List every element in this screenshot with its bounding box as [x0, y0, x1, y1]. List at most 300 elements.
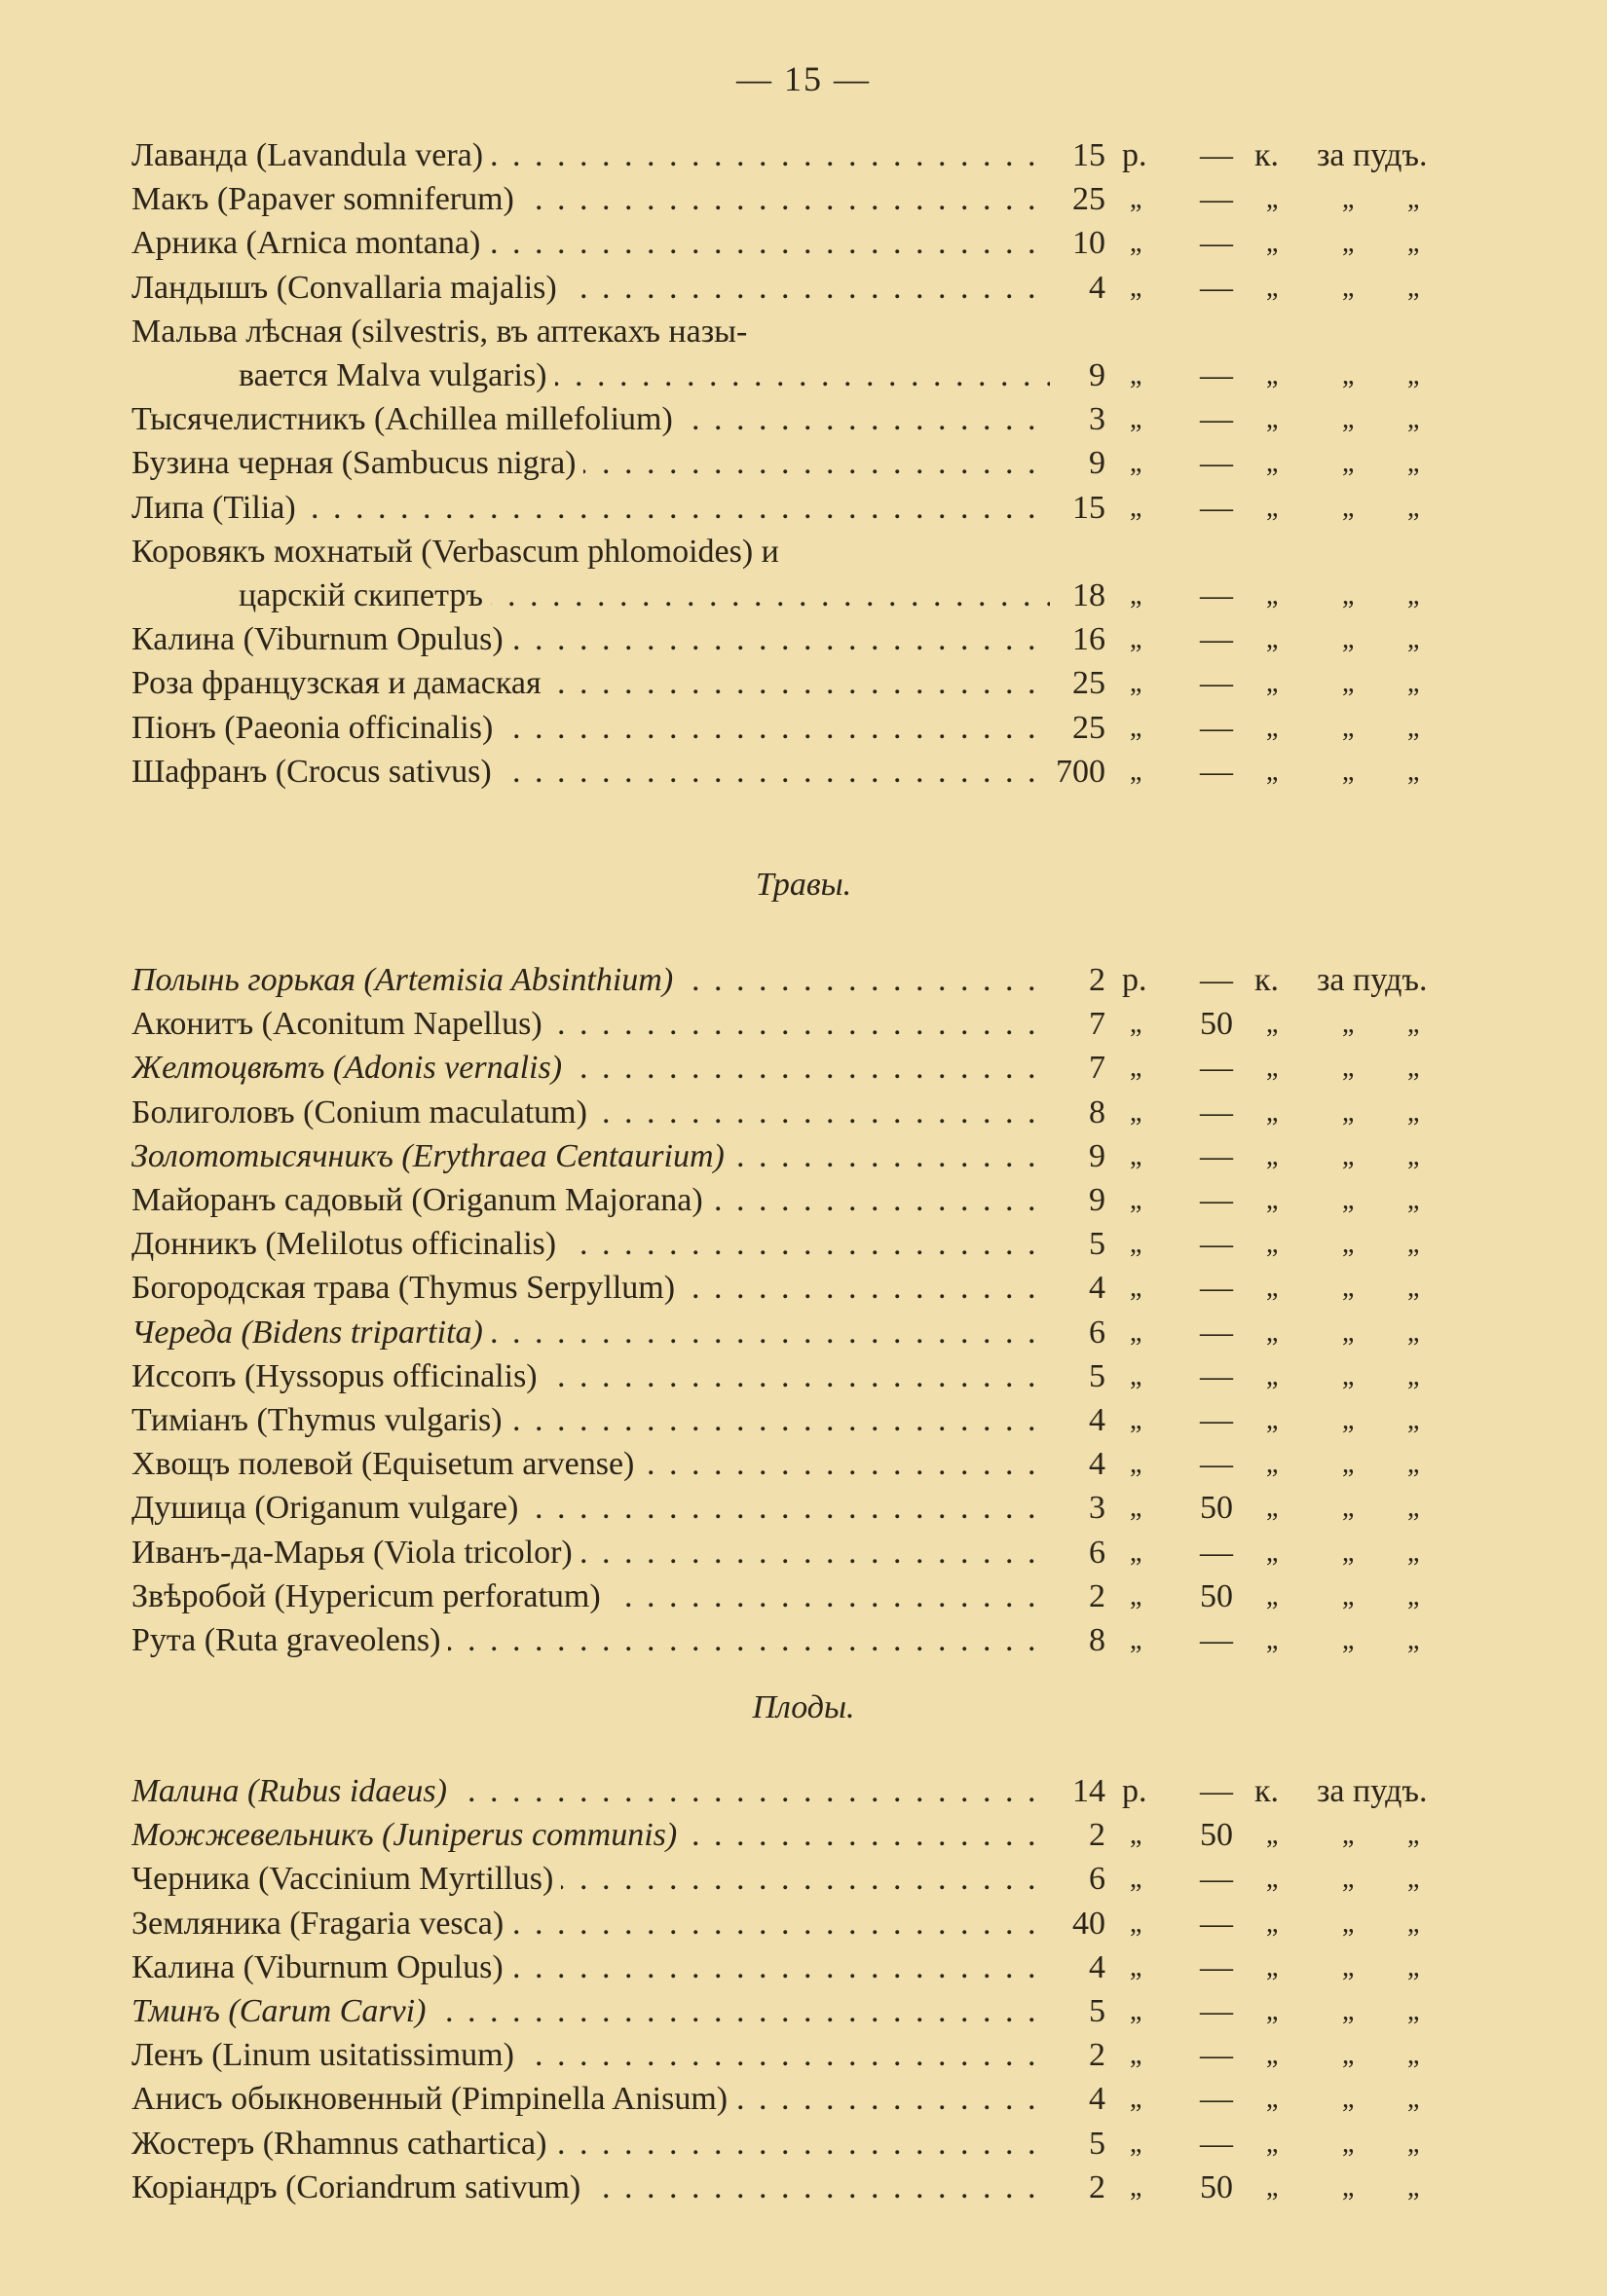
- list-item: [131, 1399, 1050, 1442]
- item-price-rubles: 7: [1089, 1006, 1105, 1043]
- item-price-rubles: 4: [1089, 1948, 1105, 1985]
- ditto-mark: „: [1407, 1096, 1420, 1128]
- item-price-rubles: 15: [1072, 137, 1105, 173]
- list-item: [131, 1487, 1050, 1530]
- list-item: [131, 1858, 1050, 1901]
- item-price-rubles: 5: [1089, 1993, 1105, 2029]
- rubles-label: р.: [1122, 137, 1147, 173]
- item-name: Роза французская и дамаская: [131, 665, 549, 701]
- ditto-mark: „: [1342, 2084, 1355, 2115]
- item-name-cell: [131, 1135, 1050, 1178]
- item-price-kopecks: —: [1200, 709, 1233, 746]
- item-price-rubles: 4: [1089, 269, 1105, 306]
- ditto-mark: „: [1407, 1273, 1420, 1304]
- ditto-mark: „: [1266, 1449, 1279, 1480]
- ditto-mark: „: [1130, 1537, 1142, 1568]
- ditto-mark: „: [1130, 228, 1142, 259]
- section-title: Травы.: [755, 867, 852, 903]
- item-name: Арника (Arnica montana): [131, 225, 488, 261]
- item-price-kopecks: —: [1200, 1861, 1233, 1898]
- item-name: Тысячелистникъ (Achillea millefolium): [131, 401, 681, 437]
- item-name-cell: [131, 1003, 1050, 1046]
- ditto-mark: „: [1130, 668, 1142, 699]
- ditto-mark: „: [1342, 1820, 1355, 1851]
- ditto-mark: „: [1407, 404, 1420, 435]
- item-name: Коровякъ мохнатый (Verbascum phlomoides) и: [131, 534, 787, 570]
- item-name-cell: [131, 2078, 1050, 2121]
- ditto-mark: „: [1407, 1449, 1420, 1480]
- item-name-cell: [131, 662, 1050, 705]
- item-name-cell: [131, 1047, 1050, 1090]
- item-name: Полынь горькая (Artemisia Absinthium): [131, 962, 681, 998]
- item-name-cell: [131, 1223, 1050, 1266]
- item-name: Земляника (Fragaria vesca): [131, 1906, 511, 1942]
- ditto-mark: „: [1342, 1096, 1355, 1128]
- list-item: [239, 354, 1050, 397]
- item-price-rubles: 40: [1072, 1905, 1105, 1942]
- ditto-mark: „: [1130, 2171, 1142, 2203]
- ditto-mark: „: [1130, 756, 1142, 787]
- ditto-mark: „: [1130, 1185, 1142, 1215]
- ditto-mark: „: [1342, 1185, 1355, 1215]
- ditto-mark: „: [1130, 1449, 1142, 1480]
- item-name: Жостеръ (Rhamnus cathartica): [131, 2126, 554, 2162]
- ditto-mark: „: [1342, 228, 1355, 259]
- list-item: [131, 2166, 1050, 2209]
- ditto-mark: „: [1342, 580, 1355, 611]
- ditto-mark: „: [1266, 492, 1279, 523]
- item-name-cell: [131, 311, 1050, 353]
- item-price-rubles: 4: [1089, 1402, 1105, 1438]
- item-name: Иссопъ (Hyssopus officinalis): [131, 1358, 545, 1394]
- item-price-rubles: 2: [1089, 962, 1105, 998]
- item-name: Золототысячникъ (Erythraea Centaurium): [131, 1138, 732, 1174]
- item-name: Душица (Origanum vulgare): [131, 1490, 526, 1526]
- item-price-rubles: 16: [1072, 621, 1105, 658]
- item-name-cell: [131, 1770, 1050, 1813]
- ditto-mark: „: [1130, 448, 1142, 479]
- ditto-mark: „: [1342, 1405, 1355, 1435]
- ditto-mark: „: [1266, 2084, 1279, 2115]
- item-name: Малина (Rubus idaeus): [131, 1773, 455, 1809]
- item-name-cell: [131, 1575, 1050, 1618]
- rubles-label: р.: [1122, 962, 1147, 998]
- list-item: [131, 267, 1050, 310]
- ditto-mark: „: [1266, 1185, 1279, 1215]
- ditto-mark: „: [1407, 1140, 1420, 1171]
- ditto-mark: „: [1266, 1493, 1279, 1524]
- item-price-rubles: 2: [1089, 1817, 1105, 1854]
- list-item: [131, 959, 1050, 1002]
- list-item: [131, 1532, 1050, 1574]
- ditto-mark: „: [1266, 184, 1279, 215]
- list-item: [131, 1443, 1050, 1486]
- ditto-mark: „: [1266, 1625, 1279, 1655]
- item-price-rubles: 8: [1089, 1622, 1105, 1658]
- list-item: [131, 1003, 1050, 1046]
- item-price-kopecks: —: [1200, 2125, 1233, 2162]
- ditto-mark: „: [1342, 756, 1355, 787]
- list-item: [131, 1223, 1050, 1266]
- item-price-rubles: 700: [1056, 753, 1105, 790]
- list-item: [131, 1946, 1050, 1989]
- item-name-cell: [131, 1532, 1050, 1574]
- item-price-rubles: 5: [1089, 1226, 1105, 1263]
- ditto-mark: „: [1266, 624, 1279, 655]
- ditto-mark: „: [1266, 272, 1279, 303]
- ditto-mark: „: [1130, 1820, 1142, 1851]
- item-name: Рута (Ruta graveolens): [131, 1622, 448, 1658]
- ditto-mark: „: [1342, 1229, 1355, 1260]
- kopecks-label: к.: [1254, 1773, 1280, 1809]
- ditto-mark: „: [1342, 1907, 1355, 1939]
- ditto-mark: „: [1130, 580, 1142, 611]
- list-item: [131, 1047, 1050, 1090]
- item-name-cell: [131, 2166, 1050, 2209]
- list-item: [131, 1575, 1050, 1618]
- item-price-rubles: 2: [1089, 1577, 1105, 1614]
- list-item: [239, 574, 1050, 617]
- item-price-kopecks: —: [1200, 962, 1233, 998]
- item-price-kopecks: —: [1200, 1446, 1233, 1483]
- item-name-cell: [131, 1179, 1050, 1222]
- ditto-mark: „: [1266, 1140, 1279, 1171]
- item-name: Тиміанъ (Thymus vulgaris): [131, 1402, 510, 1438]
- item-name-cell: [131, 2123, 1050, 2166]
- ditto-mark: „: [1266, 1316, 1279, 1348]
- list-item: [131, 398, 1050, 441]
- item-price-kopecks: —: [1200, 1182, 1233, 1218]
- item-name-cell: [131, 2034, 1050, 2077]
- item-name: Ландышъ (Convallaria majalis): [131, 270, 565, 306]
- ditto-mark: „: [1130, 624, 1142, 655]
- item-price-kopecks: —: [1200, 1948, 1233, 1985]
- ditto-mark: „: [1266, 1580, 1279, 1611]
- ditto-mark: „: [1130, 1229, 1142, 1260]
- per-pood-label: за пудъ.: [1317, 962, 1428, 998]
- ditto-mark: „: [1407, 360, 1420, 390]
- ditto-mark: „: [1342, 624, 1355, 655]
- ditto-mark: „: [1266, 1820, 1279, 1851]
- item-name-cell: [131, 442, 1050, 485]
- ditto-mark: „: [1342, 1864, 1355, 1895]
- item-price-rubles: 3: [1089, 1490, 1105, 1527]
- ditto-mark: „: [1407, 756, 1420, 787]
- item-price-rubles: 9: [1089, 445, 1105, 482]
- list-item: [131, 707, 1050, 750]
- item-name-cell: [131, 1092, 1050, 1134]
- item-price-rubles: 15: [1072, 489, 1105, 526]
- ditto-mark: „: [1266, 1405, 1279, 1435]
- list-item: [131, 178, 1050, 221]
- ditto-mark: „: [1342, 1449, 1355, 1480]
- item-price-kopecks: —: [1200, 1905, 1233, 1942]
- ditto-mark: „: [1407, 1996, 1420, 2026]
- item-name-cell: [131, 1267, 1050, 1310]
- item-name: Калина (Viburnum Opulus): [131, 621, 511, 657]
- per-pood-label: за пудъ.: [1317, 137, 1428, 173]
- kopecks-label: к.: [1254, 962, 1280, 998]
- item-price-kopecks: —: [1200, 1137, 1233, 1174]
- ditto-mark: „: [1130, 1864, 1142, 1895]
- list-item: [131, 1092, 1050, 1134]
- item-name-cell: [239, 354, 1050, 397]
- item-price-rubles: 9: [1089, 357, 1105, 393]
- list-item: [131, 1355, 1050, 1398]
- item-price-kopecks: —: [1200, 1093, 1233, 1130]
- item-price-kopecks: —: [1200, 489, 1233, 526]
- item-price-kopecks: —: [1200, 401, 1233, 438]
- item-price-kopecks: 50: [1200, 1006, 1233, 1043]
- ditto-mark: „: [1407, 1580, 1420, 1611]
- rubles-label: р.: [1122, 1773, 1147, 1809]
- item-name-cell: [131, 1443, 1050, 1486]
- ditto-mark: „: [1130, 712, 1142, 743]
- ditto-mark: „: [1407, 1907, 1420, 1939]
- ditto-mark: „: [1342, 360, 1355, 390]
- item-name-cell: [131, 618, 1050, 661]
- item-price-kopecks: —: [1200, 2081, 1233, 2118]
- ditto-mark: „: [1342, 492, 1355, 523]
- item-name-cell: [131, 1487, 1050, 1530]
- ditto-mark: „: [1130, 1360, 1142, 1391]
- item-price-kopecks: —: [1200, 1357, 1233, 1394]
- item-price-kopecks: —: [1200, 621, 1233, 658]
- ditto-mark: „: [1266, 1053, 1279, 1084]
- item-price-rubles: 5: [1089, 2125, 1105, 2162]
- ditto-mark: „: [1342, 1625, 1355, 1655]
- ditto-mark: „: [1266, 1907, 1279, 1939]
- item-name: Аконитъ (Aconitum Napellus): [131, 1006, 550, 1042]
- item-price-rubles: 4: [1089, 1270, 1105, 1307]
- item-price-kopecks: —: [1200, 1622, 1233, 1658]
- item-name: Звѣробой (Hypericum perforatum): [131, 1578, 609, 1614]
- item-name-cell: [131, 1903, 1050, 1945]
- ditto-mark: „: [1266, 1864, 1279, 1895]
- ditto-mark: „: [1342, 1360, 1355, 1391]
- item-price-rubles: 25: [1072, 709, 1105, 746]
- item-name: Черника (Vaccinium Myrtillus): [131, 1861, 561, 1897]
- list-item: [131, 662, 1050, 705]
- ditto-mark: „: [1342, 1316, 1355, 1348]
- item-name: Богородская трава (Thymus Serpyllum): [131, 1270, 683, 1306]
- ditto-mark: „: [1130, 2128, 1142, 2159]
- ditto-mark: „: [1266, 1951, 1279, 1982]
- ditto-mark: „: [1407, 2084, 1420, 2115]
- ditto-mark: „: [1342, 184, 1355, 215]
- item-name: Коріандръ (Coriandrum sativum): [131, 2169, 588, 2205]
- list-item: [131, 1770, 1050, 1813]
- ditto-mark: „: [1342, 1537, 1355, 1568]
- item-name-cell: [131, 531, 1050, 574]
- ditto-mark: „: [1407, 272, 1420, 303]
- item-name-cell: [131, 487, 1050, 530]
- ditto-mark: „: [1130, 1996, 1142, 2026]
- ditto-mark: „: [1407, 1625, 1420, 1655]
- item-name: Болиголовъ (Conium maculatum): [131, 1094, 595, 1130]
- item-name-cell: [131, 751, 1050, 794]
- ditto-mark: „: [1407, 1360, 1420, 1391]
- list-item: [131, 1312, 1050, 1354]
- item-price-rubles: 6: [1089, 1861, 1105, 1898]
- ditto-mark: „: [1130, 1140, 1142, 1171]
- item-price-rubles: 6: [1089, 1314, 1105, 1351]
- ditto-mark: „: [1342, 1053, 1355, 1084]
- ditto-mark: „: [1130, 1009, 1142, 1040]
- ditto-mark: „: [1407, 668, 1420, 699]
- ditto-mark: „: [1407, 1185, 1420, 1215]
- list-item: [131, 311, 1050, 353]
- item-price-rubles: 3: [1089, 401, 1105, 438]
- ditto-mark: „: [1266, 580, 1279, 611]
- ditto-mark: „: [1266, 2128, 1279, 2159]
- item-name-cell: [131, 1946, 1050, 1989]
- list-item: [131, 1903, 1050, 1945]
- item-name: Череда (Bidens tripartita): [131, 1315, 491, 1351]
- ditto-mark: „: [1266, 1229, 1279, 1260]
- list-item: [131, 1619, 1050, 1662]
- ditto-mark: „: [1130, 1096, 1142, 1128]
- item-price-kopecks: —: [1200, 357, 1233, 393]
- item-price-rubles: 18: [1072, 577, 1105, 613]
- ditto-mark: „: [1342, 1996, 1355, 2026]
- item-name: вается Malva vulgaris): [239, 357, 555, 393]
- item-price-rubles: 6: [1089, 1534, 1105, 1571]
- list-item: [131, 751, 1050, 794]
- item-name: Шафранъ (Crocus sativus): [131, 754, 500, 790]
- ditto-mark: „: [1342, 404, 1355, 435]
- ditto-mark: „: [1266, 2040, 1279, 2071]
- item-price-rubles: 10: [1072, 225, 1105, 262]
- item-name: Донникъ (Melilotus officinalis): [131, 1226, 564, 1262]
- item-name: Желтоцвѣтъ (Adonis vernalis): [131, 1050, 570, 1086]
- list-item: [131, 1179, 1050, 1222]
- section-title: Плоды.: [752, 1689, 855, 1725]
- ditto-mark: „: [1266, 404, 1279, 435]
- item-name-cell: [131, 1355, 1050, 1398]
- item-price-kopecks: 50: [1200, 1490, 1233, 1527]
- ditto-mark: „: [1266, 1996, 1279, 2026]
- ditto-mark: „: [1407, 1537, 1420, 1568]
- ditto-mark: „: [1407, 2128, 1420, 2159]
- item-name-cell: [131, 1814, 1050, 1857]
- ditto-mark: „: [1342, 1493, 1355, 1524]
- item-name: Лаванда (Lavandula vera): [131, 137, 491, 173]
- item-price-rubles: 2: [1089, 2037, 1105, 2074]
- ditto-mark: „: [1407, 2040, 1420, 2071]
- item-price-kopecks: 50: [1200, 1817, 1233, 1854]
- ditto-mark: „: [1342, 712, 1355, 743]
- ditto-mark: „: [1407, 1951, 1420, 1982]
- ditto-mark: „: [1266, 1096, 1279, 1128]
- ditto-mark: „: [1342, 1273, 1355, 1304]
- item-name: Хвощъ полевой (Equisetum arvense): [131, 1446, 642, 1482]
- ditto-mark: „: [1130, 2040, 1142, 2071]
- ditto-mark: „: [1130, 2084, 1142, 2115]
- list-item: [131, 134, 1050, 177]
- ditto-mark: „: [1130, 1625, 1142, 1655]
- item-name-cell: [131, 398, 1050, 441]
- ditto-mark: „: [1266, 360, 1279, 390]
- list-item: [131, 2078, 1050, 2121]
- item-name-cell: [131, 1312, 1050, 1354]
- item-name-cell: [131, 707, 1050, 750]
- ditto-mark: „: [1407, 184, 1420, 215]
- ditto-mark: „: [1266, 668, 1279, 699]
- list-item: [131, 1135, 1050, 1178]
- ditto-mark: „: [1266, 1009, 1279, 1040]
- item-name: Иванъ-да-Марья (Viola tricolor): [131, 1535, 580, 1571]
- item-price-kopecks: —: [1200, 2037, 1233, 2074]
- ditto-mark: „: [1342, 2171, 1355, 2203]
- ditto-mark: „: [1407, 1009, 1420, 1040]
- list-item: [131, 2034, 1050, 2077]
- ditto-mark: „: [1407, 1316, 1420, 1348]
- ditto-mark: „: [1407, 228, 1420, 259]
- item-name: Майоранъ садовый (Origanum Majorana): [131, 1182, 711, 1218]
- list-item: [131, 487, 1050, 530]
- ditto-mark: „: [1130, 1493, 1142, 1524]
- list-item: [131, 1990, 1050, 2033]
- list-item: [131, 222, 1050, 265]
- ditto-mark: „: [1130, 1316, 1142, 1348]
- ditto-mark: „: [1266, 2171, 1279, 2203]
- ditto-mark: „: [1407, 1864, 1420, 1895]
- ditto-mark: „: [1407, 712, 1420, 743]
- ditto-mark: „: [1130, 360, 1142, 390]
- item-name-cell: [131, 959, 1050, 1002]
- ditto-mark: „: [1342, 2128, 1355, 2159]
- item-price-kopecks: —: [1200, 577, 1233, 613]
- item-price-kopecks: —: [1200, 445, 1233, 482]
- item-price-kopecks: —: [1200, 1226, 1233, 1263]
- item-price-rubles: 5: [1089, 1357, 1105, 1394]
- ditto-mark: „: [1266, 448, 1279, 479]
- item-price-kopecks: —: [1200, 1993, 1233, 2029]
- ditto-mark: „: [1407, 1820, 1420, 1851]
- item-name: Липа (Tilia): [131, 490, 304, 526]
- item-price-kopecks: —: [1200, 225, 1233, 262]
- item-name-cell: [131, 1399, 1050, 1442]
- item-name: Піонъ (Paeonia officinalis): [131, 710, 501, 746]
- ditto-mark: „: [1342, 1951, 1355, 1982]
- item-price-kopecks: —: [1200, 753, 1233, 790]
- item-name: Бузина черная (Sambucus nigra): [131, 445, 583, 481]
- item-price-rubles: 8: [1089, 1093, 1105, 1130]
- item-name-cell: [131, 222, 1050, 265]
- ditto-mark: „: [1407, 1405, 1420, 1435]
- ditto-mark: „: [1130, 184, 1142, 215]
- ditto-mark: „: [1130, 1405, 1142, 1435]
- ditto-mark: „: [1342, 668, 1355, 699]
- item-name: Тминъ (Carum Carvi): [131, 1993, 433, 2029]
- list-item: [131, 618, 1050, 661]
- item-price-kopecks: —: [1200, 1314, 1233, 1351]
- item-price-rubles: 2: [1089, 2168, 1105, 2205]
- item-name: царскій скипетръ: [239, 577, 491, 613]
- ditto-mark: „: [1342, 1580, 1355, 1611]
- item-price-kopecks: 50: [1200, 1577, 1233, 1614]
- item-name: Анисъ обыкновенный (Pimpinella Anisum): [131, 2081, 735, 2117]
- ditto-mark: „: [1130, 1907, 1142, 1939]
- ditto-mark: „: [1407, 580, 1420, 611]
- item-price-kopecks: —: [1200, 665, 1233, 702]
- ditto-mark: „: [1342, 448, 1355, 479]
- ditto-mark: „: [1266, 228, 1279, 259]
- item-name-cell: [131, 1990, 1050, 2033]
- item-price-rubles: 4: [1089, 2081, 1105, 2118]
- item-price-kopecks: —: [1200, 137, 1233, 173]
